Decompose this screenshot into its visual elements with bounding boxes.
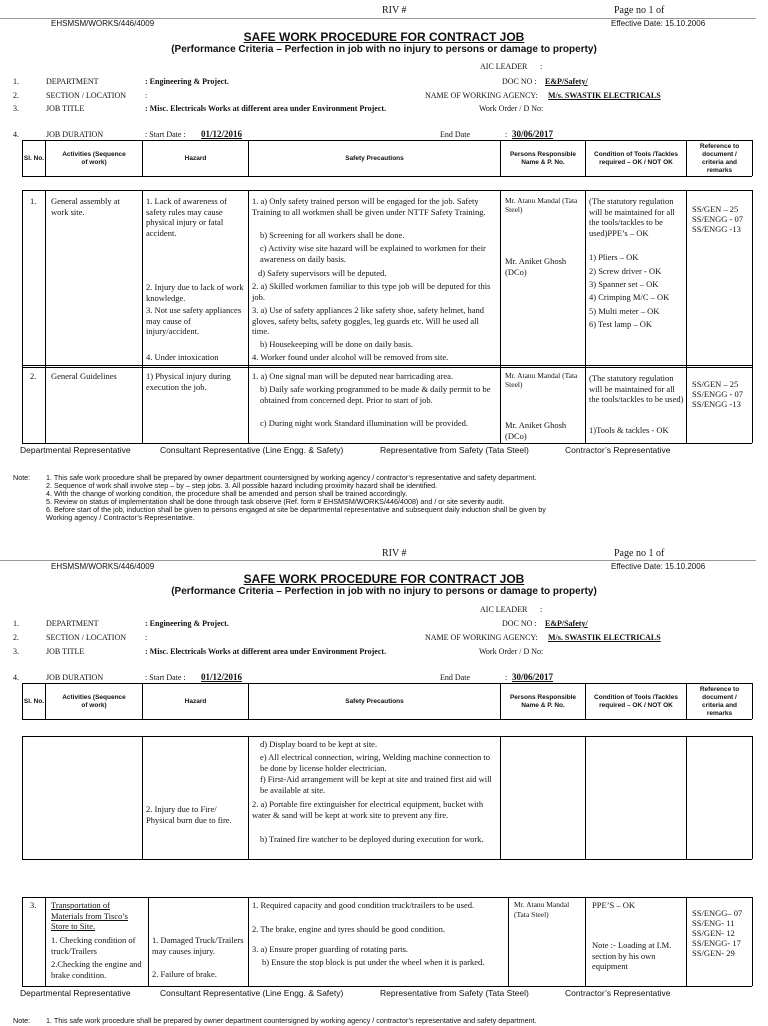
document-title: SAFE WORK PROCEDURE FOR CONTRACT JOB [243,30,525,44]
department-value: : Engineering & Project. [145,619,229,628]
precaution-item: 2. a) Portable fire extinguisher for electrical equipment, bucket with water & sand will be kept at work site to prevent any fire. [252,799,484,820]
header-safety-precautions: Safety Precautions [345,154,404,162]
tool-item: Note :- Loading at I.M. section by his own equipment [592,940,672,971]
header-activities: Activities (Sequence of work) [62,150,126,166]
row-activity-title: Transportation of Materials from Tisco’s Store to Site. [51,900,128,931]
precaution-item: b) Housekeeping will be done on daily basis. [260,339,413,349]
row-number: 1. [13,619,19,628]
note-item: 1. This safe work procedure shall be prepared by owner department countersigned by working agency / contractor’s representative and safety department. [46,1016,537,1025]
consultant-representative: Consultant Representative (Line Engg. & Safety) [160,988,344,998]
hazard-item: 1) Physical injury during execution the job. [146,371,231,392]
activity-step: 2.Checking the engine and brake condition. [51,959,142,980]
table-rule [752,897,753,986]
reference-item: SS/GEN- 12 [692,928,735,938]
hazard-item: 2. Failure of brake. [152,969,217,979]
note-item: 1. This safe work procedure shall be prepared by owner department countersigned by working agency / contractor’s representative and safety department. [46,473,537,482]
consultant-representative: Consultant Representative (Line Engg. & Safety) [160,445,344,455]
tool-item: 3) Spanner set – OK [589,279,659,289]
table-rule [22,190,752,191]
precaution-item: b) Trained fire watcher to be deployed during execution for work. [260,834,484,844]
job-title-label: JOB TITLE [46,647,85,656]
hazard-item: 1. Damaged Truck/Trailers may causes injury. [152,935,244,956]
reference-item: SS/ENG- 11 [692,918,735,928]
header-reference: Reference to document / criteria and remarks [699,685,740,717]
riv-label: RIV # [382,548,407,559]
table-rule [22,859,752,860]
agency-label: NAME OF WORKING AGENCY: [425,633,538,642]
table-rule [752,140,753,176]
aic-leader-label: AIC LEADER [480,605,528,614]
tool-item: 1)Tools & tackles - OK [589,425,669,435]
contractor-representative: Contractor’s Representative [565,445,671,455]
tool-item: 6) Test lamp – OK [589,319,652,329]
riv-label: RIV # [382,5,407,16]
precaution-item: 1. a) Only safety trained person will be engaged for the job. Safety Training to all workmen shall be given under NTTF Safety Training. [252,196,486,217]
table-rule [686,897,687,986]
department-label: DEPARTMENT [46,77,99,86]
start-date-label: : Start Date : [145,673,186,682]
table-rule [45,190,46,443]
reference-item: SS/GEN- 29 [692,948,735,958]
tool-item: (The statutory regulation will be maintained for all the tools/tackles to be used)PPE’s – OK [589,196,675,238]
row-number: 1. [13,77,19,86]
document-subtitle: (Performance Criteria – Perfection in job with no injury to persons or damage to property) [171,44,597,55]
header-persons: Persons Responsible Name & P. No. [509,693,577,709]
agency-value: M/s. SWASTIK ELECTRICALS [548,91,661,100]
hazard-item: 3. Not use safety appliances may cause of injury/accident. [146,305,242,336]
work-order-label: Work Order / D No: [479,647,544,656]
job-duration-label: JOB DURATION [46,673,104,682]
hazard-item: 4. Under intoxication [146,352,219,362]
header-reference: Reference to document / criteria and remarks [699,142,740,174]
note-item: 2. Sequence of work shall involve step – by – step jobs. 3. All possible hazard including proximity hazard shall be identified. [46,481,438,490]
table-rule [22,897,23,986]
table-rule [148,897,149,986]
header-safety-precautions: Safety Precautions [345,697,404,705]
agency-label: NAME OF WORKING AGENCY: [425,91,538,100]
end-date-value: 30/06/2017 [512,129,554,139]
header-hazard: Hazard [184,697,207,705]
table-rule [508,897,509,986]
table-rule [22,443,752,444]
department-value: : Engineering & Project. [145,77,229,86]
work-order-label: Work Order / D No: [479,104,544,113]
row-sl-no: 2. [30,371,37,381]
precaution-item: b) Screening for all workers shall be done. [260,230,405,240]
start-date-label: : Start Date : [145,130,186,139]
reference-item: SS/GEN – 25 [692,379,739,389]
aic-leader-colon: : [540,605,543,614]
start-date-value: 01/12/2016 [201,129,243,139]
row-number: 2. [13,91,19,100]
note-item: 6. Before start of the job, induction shall be given to persons engaged at site be departmental representative and subsequent daily induction shall be given by [46,505,546,514]
precaution-item: c) During night work Standard illumination will be provided. [260,418,468,428]
table-rule [22,736,23,859]
doc-code: EHSMSM/WORKS/446/4009 [51,19,155,28]
table-rule [22,190,23,443]
header-persons: Persons Responsible Name & P. No. [509,150,577,166]
job-title-label: JOB TITLE [46,104,85,113]
hazard-item: 1. Lack of awareness of safety rules may cause physical injury or fatal accident. [146,196,227,238]
table-rule [22,897,752,898]
precaution-item: d) Display board to be kept at site. [260,739,378,749]
table-rule [22,719,752,720]
precaution-item: 3. a) Use of safety appliances 2 like safety shoe, safety helmet, hand gloves, safety belts, safety goggles, leg guards etc. Will be used all time. [252,305,485,336]
agency-value: M/s. SWASTIK ELECTRICALS [548,633,661,642]
row-sl-no: 3. [30,900,37,910]
table-rule [22,365,752,366]
reference-item: SS/ENGG- 17 [692,938,741,948]
person-responsible: Mr. Atanu Mandal (Tata Steel) [505,196,578,214]
table-rule [752,683,753,719]
end-date-value: 30/06/2017 [512,672,554,682]
header-sl-no: Sl. No. [23,697,45,705]
note-item: Working agency / Contractor’s Representative. [46,513,195,522]
header-hazard: Hazard [184,154,207,162]
hazard-item: 2. Injury due to Fire/ Physical burn due to fire. [146,804,232,825]
table-rule [585,736,586,859]
precaution-item: b) Ensure the stop block is put under the wheel when it is parked. [262,957,485,967]
precaution-item: 4. Worker found under alcohol will be removed from site. [252,352,449,362]
table-rule [752,736,753,859]
departmental-representative: Departmental Representative [20,988,131,998]
row-number: 4. [13,673,19,682]
table-rule [142,736,143,859]
procedure-page-2 [0,542,768,1024]
table-rule [686,736,687,859]
document-subtitle: (Performance Criteria – Perfection in job with no injury to persons or damage to property) [171,586,597,597]
departmental-representative: Departmental Representative [20,445,131,455]
row-number: 3. [13,647,19,656]
tool-item: 2) Screw driver - OK [589,266,662,276]
tool-item: 5) Multi meter – OK [589,306,660,316]
doc-no-value: E&P/Safety/ [545,619,588,628]
header-tools: Condition of Tools /Tackles required – OK / NOT OK [594,693,678,709]
tool-item: 1) Pliers – OK [589,252,639,262]
section-colon: : [145,91,148,100]
table-rule [22,736,752,737]
effective-date: Effective Date: 15.10.2006 [611,562,706,571]
table-rule [752,190,753,443]
precaution-item: b) Daily safe working programmed to be made & daily permit to be obtained from concerned dept. Prior to start of job. [260,384,491,405]
hazard-item: 2. Injury due to lack of work knowledge. [146,282,244,303]
job-duration-label: JOB DURATION [46,130,104,139]
activity-step: 1. Checking condition of truck/Trailers [51,935,136,956]
header-activities: Activities (Sequence of work) [62,693,126,709]
end-date-label: End Date [440,673,470,682]
precaution-item: 1. a) One signal man will be deputed near barricading area. [252,371,454,381]
table-rule [248,736,249,859]
precaution-item: 1. Required capacity and good condition truck/trailers to be used. [252,900,475,910]
precaution-item: 2. a) Skilled workmen familiar to this type job will be deputed for this job. [252,281,491,302]
tool-item: 4) Crimping M/C – OK [589,292,670,302]
table-rule [142,190,143,443]
precaution-item: 2. The brake, engine and tyres should be good condition. [252,924,445,934]
safety-representative: Representative from Safety (Tata Steel) [380,445,529,455]
row-number: 3. [13,104,19,113]
job-title-value: : Misc. Electricals Works at different area under Environment Project. [145,647,387,656]
row-activity: General assembly at work site. [51,196,120,217]
tool-item: PPE’S – OK [592,900,635,910]
header-rule [0,560,756,561]
tool-item: (The statutory regulation will be maintained for all the tools/tackles to be used) [589,373,684,404]
precaution-item: d) Safety supervisors will be deputed. [258,268,387,278]
end-date-colon: : [505,130,508,139]
precaution-item: f) First-Aid arrangement will be kept at site and trained first aid will be available at site. [260,774,492,795]
section-colon: : [145,633,148,642]
row-activity: General Guidelines [51,371,117,381]
doc-no-label: DOC NO : [502,619,537,628]
safety-representative: Representative from Safety (Tata Steel) [380,988,529,998]
table-rule [686,190,687,443]
page-number: Page no 1 of [614,548,665,559]
reference-item: SS/ENGG -13 [692,224,741,234]
end-date-colon: : [505,673,508,682]
header-tools: Condition of Tools /Tackles required – OK / NOT OK [594,150,678,166]
person-responsible: Mr. Aniket Ghosh (DCo) [505,420,567,441]
section-label: SECTION / LOCATION [46,633,126,642]
aic-leader-colon: : [540,62,543,71]
reference-item: SS/GEN – 25 [692,204,739,214]
reference-item: SS/ENGG– 07 [692,908,743,918]
row-sl-no: 1. [30,196,37,206]
aic-leader-label: AIC LEADER [480,62,528,71]
row-number: 4. [13,130,19,139]
row-number: 2. [13,633,19,642]
precaution-item: e) All electrical connection, wiring, Welding machine connection to be done by license holder electrician. [260,752,490,773]
table-rule [22,176,752,177]
note-item: 4. With the change of working condition, the procedure shall be amended and person shall be trained accordingly. [46,489,408,498]
table-rule [585,190,586,443]
note-item: 5. Review on status of implementation shall be done through task observe (Ref. form # EHSMSM/WORKS/446/4008) and / or site severity audit. [46,497,505,506]
doc-no-value: E&P/Safety/ [545,77,588,86]
reference-item: SS/ENGG - 07 [692,214,744,224]
table-rule [22,986,752,987]
person-responsible: Mr. Atanu Mandal (Tata Steel) [514,900,570,919]
doc-no-label: DOC NO : [502,77,537,86]
job-title-value: : Misc. Electricals Works at different area under Environment Project. [145,104,387,113]
document-title: SAFE WORK PROCEDURE FOR CONTRACT JOB [243,572,525,586]
table-rule [500,736,501,859]
table-rule [585,897,586,986]
person-responsible: Mr. Aniket Ghosh (DCo) [505,256,567,277]
contractor-representative: Contractor’s Representative [565,988,671,998]
notes-label: Note: [13,473,31,482]
department-label: DEPARTMENT [46,619,99,628]
reference-item: SS/ENGG - 07 [692,389,744,399]
table-rule [22,367,752,368]
notes-label: Note: [13,1016,31,1025]
section-label: SECTION / LOCATION [46,91,126,100]
start-date-value: 01/12/2016 [201,672,243,682]
doc-code: EHSMSM/WORKS/446/4009 [51,562,155,571]
effective-date: Effective Date: 15.10.2006 [611,19,706,28]
header-sl-no: Sl. No. [23,154,45,162]
table-rule [248,897,249,986]
table-rule [500,190,501,443]
person-responsible: Mr. Atanu Mandal (Tata Steel) [505,371,578,389]
reference-item: SS/ENGG -13 [692,399,741,409]
precaution-item: c) Activity wise site hazard will be explained to workmen for their awareness on daily basis. [260,243,486,264]
table-rule [45,897,46,986]
precaution-item: 3. a) Ensure proper guarding of rotating parts. [252,944,409,954]
page-number: Page no 1 of [614,5,665,16]
end-date-label: End Date [440,130,470,139]
table-rule [248,190,249,443]
